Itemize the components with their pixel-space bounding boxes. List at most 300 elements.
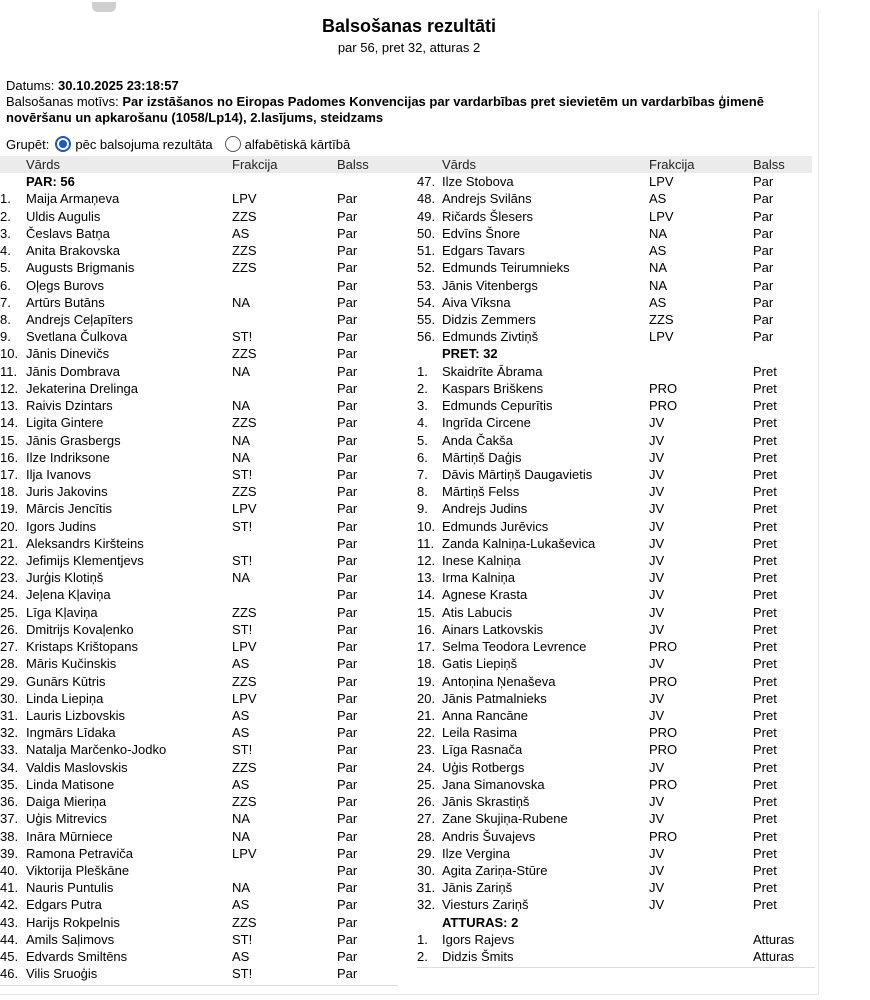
- vote-value: Pret: [753, 639, 777, 655]
- row-number: 45.: [0, 949, 19, 965]
- table-row: [0, 569, 400, 586]
- table-row: [0, 500, 400, 517]
- faction-code: ZZS: [232, 604, 257, 620]
- member-name: Gatis Liepiņš: [442, 656, 518, 672]
- vote-value: Par: [337, 277, 358, 293]
- faction-code: JV: [649, 656, 665, 672]
- table-row: [0, 914, 400, 931]
- vote-value: Par: [337, 845, 358, 861]
- member-name: Linda Matisone: [26, 776, 115, 792]
- faction-code: NA: [232, 880, 251, 896]
- row-number: 26.: [0, 621, 19, 637]
- vote-value: Par: [337, 776, 358, 792]
- table-row: [417, 483, 815, 500]
- row-number: 35.: [0, 776, 19, 792]
- faction-code: PRO: [649, 398, 678, 414]
- faction-code: JV: [649, 897, 665, 913]
- table-row: [0, 380, 400, 397]
- results-column-left: [0, 156, 400, 983]
- table-row: [417, 759, 815, 776]
- faction-code: NA: [232, 294, 251, 310]
- member-name: Anna Rancāne: [442, 708, 529, 723]
- row-number: 47.: [417, 174, 436, 190]
- vote-value: Pret: [753, 811, 777, 827]
- faction-code: ZZS: [232, 794, 257, 810]
- vote-value: Par: [337, 742, 358, 758]
- table-row: [417, 449, 815, 466]
- faction-code: AS: [649, 191, 667, 207]
- vote-value: Pret: [753, 363, 777, 379]
- faction-code: ST!: [232, 742, 253, 758]
- vote-value: Pret: [753, 484, 777, 500]
- row-number: 29.: [417, 845, 436, 861]
- table-row: [417, 208, 815, 225]
- table-row: [0, 483, 400, 500]
- table-row: [417, 638, 815, 655]
- row-number: 3.: [417, 398, 428, 414]
- faction-code: PRO: [649, 673, 678, 689]
- row-number: 56.: [417, 329, 436, 345]
- member-name: Raivis Dzintars: [26, 398, 113, 414]
- group-alphabetical-radio[interactable]: [225, 136, 241, 152]
- row-number: 16.: [0, 449, 19, 465]
- row-number: 9.: [0, 329, 11, 345]
- table-row: [0, 311, 400, 328]
- vote-value: Pret: [753, 518, 777, 534]
- member-name: Vilis Sruoģis: [26, 966, 98, 982]
- row-number: 32.: [417, 897, 436, 913]
- faction-code: AS: [232, 725, 250, 741]
- table-row: [0, 638, 400, 655]
- member-name: Edmunds Cepurītis: [442, 398, 553, 414]
- table-row: [417, 277, 815, 294]
- table-row: [417, 655, 815, 672]
- row-number: 50.: [417, 225, 436, 241]
- row-number: 15.: [0, 432, 19, 448]
- table-row: [417, 535, 815, 552]
- table-row: [417, 845, 815, 862]
- row-number: 27.: [417, 811, 436, 827]
- row-number: 8.: [417, 484, 428, 500]
- faction-code: PRO: [649, 742, 678, 758]
- row-number: 6.: [417, 449, 428, 465]
- vote-value: Par: [337, 914, 358, 930]
- faction-code: ST!: [232, 621, 253, 637]
- row-number: 53.: [417, 277, 436, 293]
- vote-value: Par: [337, 535, 358, 551]
- row-number: 14.: [0, 415, 19, 431]
- member-name: Harijs Rokpelnis: [26, 914, 120, 930]
- member-name: Viktorija Pleškāne: [26, 862, 130, 878]
- faction-code: NA: [649, 260, 668, 276]
- row-number: 40.: [0, 862, 19, 878]
- vote-value: Pret: [753, 880, 777, 896]
- member-name: Linda Liepiņa: [26, 690, 104, 706]
- member-name: Aiva Vīksna: [442, 294, 511, 310]
- table-bottom-rule: [0, 985, 398, 986]
- member-name: Ilze Vergina: [442, 845, 510, 861]
- member-name: Daiga Mieriņa: [26, 794, 107, 810]
- member-name: Edgars Tavars: [442, 243, 525, 259]
- faction-code: LPV: [232, 191, 257, 207]
- table-row: [417, 380, 815, 397]
- vote-value: Par: [337, 708, 358, 723]
- row-number: 1.: [0, 191, 11, 207]
- row-number: 6.: [0, 277, 11, 293]
- row-number: 2.: [417, 949, 428, 965]
- row-number: 49.: [417, 208, 436, 224]
- faction-code: ZZS: [232, 914, 257, 930]
- row-number: 3.: [0, 225, 11, 241]
- member-name: Inese Kalniņa: [442, 553, 521, 569]
- row-number: 1.: [417, 931, 428, 947]
- member-name: Mārcis Jencītis: [26, 501, 112, 517]
- table-row: [417, 173, 815, 190]
- member-name: Jānis Grasbergs: [26, 432, 121, 448]
- faction-code: JV: [649, 621, 665, 637]
- member-name: Anita Brakovska: [26, 243, 120, 259]
- member-name: Ingrīda Circene: [442, 415, 531, 431]
- group-alphabetical-label[interactable]: alfabētiskā kārtībā: [244, 136, 351, 152]
- table-row: [417, 552, 815, 569]
- table-row: [0, 810, 400, 827]
- member-name: Viesturs Zariņš: [442, 897, 529, 913]
- vote-value: Pret: [753, 466, 777, 482]
- row-number: 13.: [0, 398, 19, 414]
- vote-value: Par: [337, 621, 358, 637]
- table-row: [417, 294, 815, 311]
- faction-code: PRO: [649, 828, 678, 844]
- faction-code: LPV: [232, 690, 257, 706]
- vote-value: Par: [337, 449, 358, 465]
- group-heading-label: PAR: 56: [26, 174, 75, 190]
- table-row: [0, 277, 400, 294]
- header-name[interactable]: Vārds: [26, 157, 60, 172]
- header-faction[interactable]: Frakcija: [649, 157, 695, 172]
- header-vote[interactable]: Balss: [337, 157, 369, 172]
- table-row: [417, 724, 815, 741]
- vote-value: Pret: [753, 449, 777, 465]
- vote-value: Par: [337, 880, 358, 896]
- vote-value: Pret: [753, 501, 777, 517]
- faction-code: NA: [232, 449, 251, 465]
- vote-value: Pret: [753, 587, 777, 603]
- table-row: [0, 535, 400, 552]
- member-name: Agita Zariņa-Stūre: [442, 862, 548, 878]
- faction-code: PRO: [649, 639, 678, 655]
- vote-value: Par: [337, 260, 358, 276]
- vote-summary: par 56, pret 32, atturas 2: [337, 40, 481, 55]
- member-name: Agnese Krasta: [442, 587, 528, 603]
- member-name: Ainars Latkovskis: [442, 621, 544, 637]
- vote-value: Pret: [753, 897, 777, 913]
- vote-value: Pret: [753, 708, 777, 723]
- row-number: 17.: [417, 639, 436, 655]
- vote-value: Par: [337, 191, 358, 207]
- vote-value: Par: [337, 656, 358, 672]
- row-number: 4.: [417, 415, 428, 431]
- member-name: Dāvis Mārtiņš Daugavietis: [442, 466, 593, 482]
- faction-code: PRO: [649, 725, 678, 741]
- vote-value: Par: [337, 587, 358, 603]
- table-row: [417, 810, 815, 827]
- table-row: [0, 552, 400, 569]
- row-number: 43.: [0, 914, 19, 930]
- faction-code: ZZS: [232, 208, 257, 224]
- vote-value: Pret: [753, 415, 777, 431]
- faction-code: NA: [232, 828, 251, 844]
- member-name: Ilja Ivanovs: [26, 466, 92, 482]
- vote-value: Pret: [753, 725, 777, 741]
- table-row: [417, 690, 815, 707]
- faction-code: LPV: [649, 329, 674, 345]
- table-row: [417, 328, 815, 345]
- vote-value: Par: [753, 208, 774, 224]
- member-name: Jekaterina Drelinga: [26, 380, 139, 396]
- member-name: Leila Rasima: [442, 725, 518, 741]
- table-row: [0, 242, 400, 259]
- row-number: 30.: [417, 862, 436, 878]
- table-row: [0, 586, 400, 603]
- table-row: [0, 931, 400, 948]
- member-name: Kristaps Krištopans: [26, 639, 138, 655]
- table-row: [417, 673, 815, 690]
- header-vote[interactable]: Balss: [753, 157, 785, 172]
- member-name: Uģis Mitrevics: [26, 811, 107, 827]
- row-number: 10.: [417, 518, 436, 534]
- row-number: 54.: [417, 294, 436, 310]
- member-name: Līga Kļaviņa: [26, 604, 98, 620]
- row-number: 18.: [417, 656, 436, 672]
- member-name: Jānis Dombrava: [26, 363, 120, 379]
- vote-value: Par: [337, 570, 358, 586]
- row-number: 7.: [417, 466, 428, 482]
- vote-value: Par: [337, 294, 358, 310]
- row-number: 25.: [0, 604, 19, 620]
- vote-value: Par: [337, 897, 358, 913]
- row-number: 19.: [417, 673, 436, 689]
- table-row: [0, 432, 400, 449]
- motive-line: [6, 94, 764, 110]
- member-name: Edmunds Zivtiņš: [442, 329, 539, 345]
- vote-value: Par: [337, 484, 358, 500]
- vote-value: Pret: [753, 570, 777, 586]
- member-name: Didzis Zemmers: [442, 311, 536, 327]
- faction-code: LPV: [232, 501, 257, 517]
- row-number: 24.: [417, 759, 436, 775]
- window-edge-tab: [92, 2, 116, 12]
- table-row: [0, 397, 400, 414]
- vote-value: Pret: [753, 432, 777, 448]
- faction-code: AS: [232, 708, 250, 723]
- table-row: [0, 655, 400, 672]
- table-bottom-rule: [417, 967, 815, 968]
- vote-value: Pret: [753, 621, 777, 637]
- table-row: [0, 673, 400, 690]
- page-title: Balsošanas rezultāti: [321, 16, 497, 36]
- member-name: Mārtiņš Daģis: [442, 449, 522, 465]
- row-number: 17.: [0, 466, 19, 482]
- row-number: 44.: [0, 931, 19, 947]
- member-name: Jeļena Kļaviņa: [26, 587, 111, 603]
- row-number: 21.: [417, 708, 436, 723]
- faction-code: LPV: [649, 174, 674, 190]
- row-number: 1.: [417, 363, 428, 379]
- table-row: [417, 311, 815, 328]
- faction-code: AS: [649, 243, 667, 259]
- motive-text-1: Par izstāšanos no Eiropas Padomes Konvencijas par vardarbības pret sievietēm un vardarbības ģimenē: [122, 94, 764, 109]
- member-name: Ilze Stobova: [442, 174, 514, 190]
- table-row: [417, 879, 815, 896]
- table-row: [0, 466, 400, 483]
- row-number: 19.: [0, 501, 19, 517]
- vote-value: Par: [337, 225, 358, 241]
- vote-value: Pret: [753, 759, 777, 775]
- table-row: [417, 363, 815, 380]
- member-name: Oļegs Burovs: [26, 277, 105, 293]
- vote-value: Atturas: [753, 949, 795, 965]
- table-row: [0, 621, 400, 638]
- table-row: [417, 776, 815, 793]
- row-number: 28.: [0, 656, 19, 672]
- vote-value: Par: [337, 363, 358, 379]
- vote-value: Par: [337, 311, 358, 327]
- member-name: Ingmārs Līdaka: [26, 725, 116, 741]
- table-row: [0, 208, 400, 225]
- table-row: [0, 225, 400, 242]
- vote-value: Par: [337, 725, 358, 741]
- table-row: [0, 190, 400, 207]
- row-number: 7.: [0, 294, 11, 310]
- table-row: [0, 449, 400, 466]
- faction-code: JV: [649, 794, 665, 810]
- vote-value: Par: [753, 174, 774, 190]
- table-row: [417, 500, 815, 517]
- table-row: [0, 414, 400, 431]
- member-name: Uģis Rotbergs: [442, 759, 525, 775]
- row-number: 2.: [0, 208, 11, 224]
- row-number: 15.: [417, 604, 436, 620]
- vote-value: Atturas: [753, 931, 795, 947]
- vote-value: Pret: [753, 845, 777, 861]
- member-name: Ināra Mūrniece: [26, 828, 113, 844]
- faction-code: JV: [649, 432, 665, 448]
- row-number: 46.: [0, 966, 19, 982]
- row-number: 34.: [0, 759, 19, 775]
- group-by-result-label[interactable]: pēc balsojuma rezultāta: [75, 136, 213, 152]
- member-name: Aleksandrs Kiršteins: [26, 535, 144, 551]
- member-name: Jānis Zariņš: [442, 880, 513, 896]
- faction-code: JV: [649, 845, 665, 861]
- vote-value: Par: [337, 966, 358, 982]
- row-number: 31.: [417, 880, 436, 896]
- date-label: Datums:: [6, 78, 55, 93]
- member-name: Ričards Šlesers: [442, 208, 534, 224]
- faction-code: JV: [649, 570, 665, 586]
- group-by-result-radio[interactable]: [55, 136, 71, 152]
- vote-value: Par: [337, 346, 358, 362]
- table-row: [0, 879, 400, 896]
- table-row: [0, 793, 400, 810]
- vote-group-heading: [0, 173, 400, 190]
- row-number: 12.: [0, 380, 19, 396]
- faction-code: ZZS: [649, 311, 674, 327]
- table-row: [417, 569, 815, 586]
- row-number: 11.: [0, 363, 18, 379]
- table-row: [417, 242, 815, 259]
- row-number: 24.: [0, 587, 19, 603]
- row-number: 28.: [417, 828, 436, 844]
- member-name: Edvīns Šnore: [442, 225, 521, 241]
- faction-code: LPV: [232, 845, 257, 861]
- vote-value: Par: [753, 329, 774, 345]
- table-row: [417, 621, 815, 638]
- vote-value: Par: [337, 690, 358, 706]
- table-row: [417, 586, 815, 603]
- faction-code: LPV: [232, 639, 257, 655]
- member-name: Kaspars Briškens: [442, 380, 544, 396]
- table-row: [0, 965, 400, 982]
- vote-group-heading: [417, 914, 815, 931]
- header-faction[interactable]: Frakcija: [232, 157, 278, 172]
- date-line: [6, 78, 179, 94]
- row-number: 33.: [0, 742, 19, 758]
- row-number: 38.: [0, 828, 19, 844]
- member-name: Līga Rasnača: [442, 742, 523, 758]
- row-number: 55.: [417, 311, 436, 327]
- table-row: [417, 707, 815, 724]
- member-name: Česlavs Batņa: [26, 225, 110, 241]
- vote-value: Par: [337, 553, 358, 569]
- vote-value: Par: [337, 518, 358, 534]
- group-label: Grupēt:: [6, 136, 50, 152]
- vote-value: Pret: [753, 380, 777, 396]
- table-row: [0, 828, 400, 845]
- faction-code: PRO: [649, 380, 678, 396]
- row-number: 13.: [417, 570, 436, 586]
- member-name: Juris Jakovins: [26, 484, 108, 500]
- table-row: [417, 414, 815, 431]
- faction-code: JV: [649, 449, 665, 465]
- table-row: [0, 759, 400, 776]
- faction-code: NA: [649, 225, 668, 241]
- table-row: [417, 466, 815, 483]
- row-number: 36.: [0, 794, 19, 810]
- table-row: [417, 190, 815, 207]
- member-name: Uldis Augulis: [26, 208, 101, 224]
- faction-code: ST!: [232, 466, 253, 482]
- motive-line-2: [6, 110, 383, 126]
- row-number: 51.: [417, 243, 436, 259]
- faction-code: NA: [232, 811, 251, 827]
- member-name: Andrejs Ceļapīters: [26, 311, 133, 327]
- member-name: Igors Rajevs: [442, 931, 515, 947]
- group-heading-label: ATTURAS: 2: [442, 914, 519, 930]
- motive-label: Balsošanas motīvs:: [6, 94, 119, 109]
- faction-code: JV: [649, 535, 665, 551]
- faction-code: NA: [649, 277, 668, 293]
- vote-value: Par: [337, 415, 358, 431]
- row-number: 39.: [0, 845, 19, 861]
- member-name: Artūrs Butāns: [26, 294, 105, 310]
- vote-value: Pret: [753, 742, 777, 758]
- member-name: Amils Saļimovs: [26, 931, 115, 947]
- vote-value: Par: [753, 311, 774, 327]
- header-name[interactable]: Vārds: [442, 157, 476, 172]
- table-row: [0, 707, 400, 724]
- vote-value: Par: [753, 277, 774, 293]
- table-row: [0, 604, 400, 621]
